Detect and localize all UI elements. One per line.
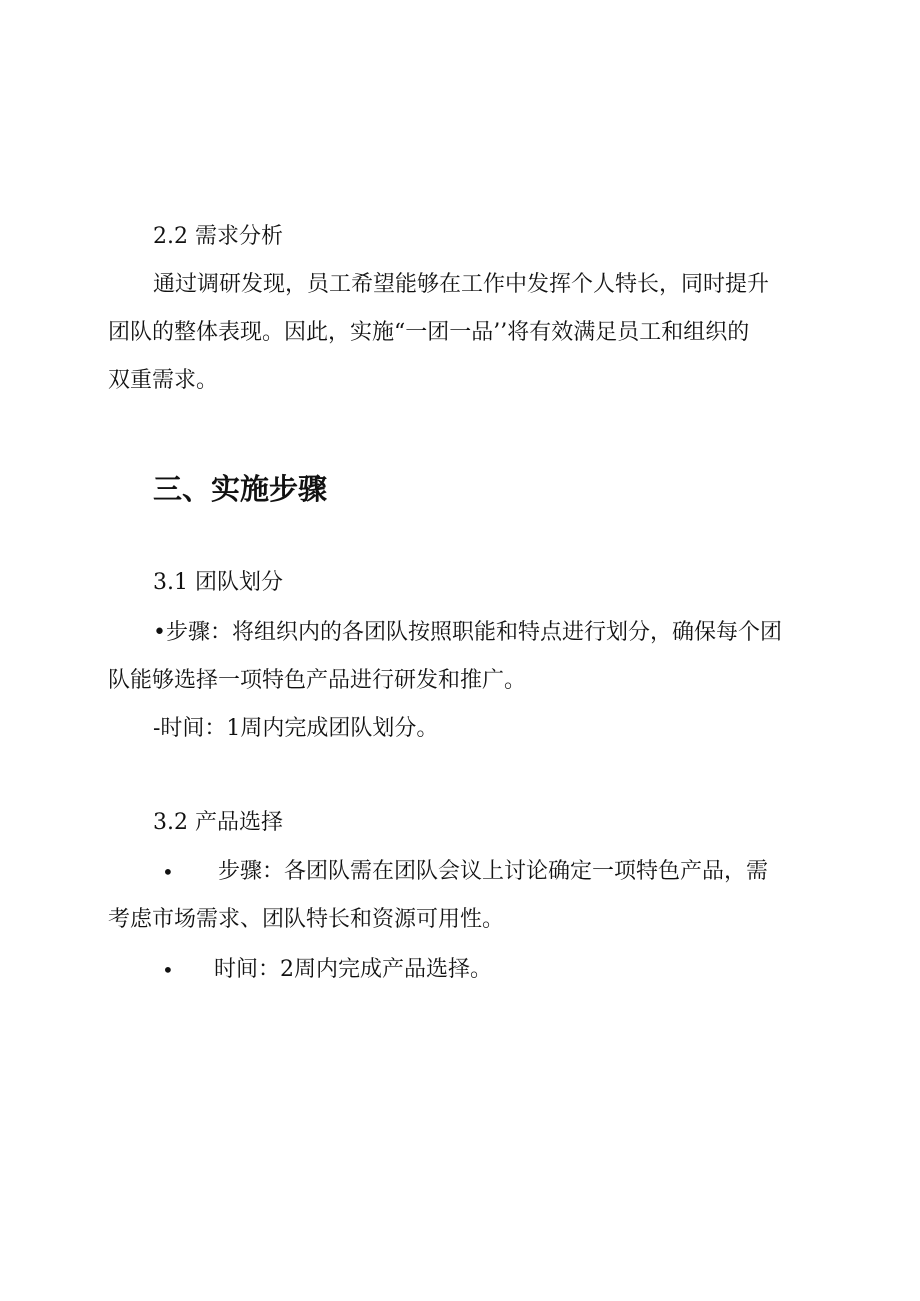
section-3-1-step-line-1: •步骤：将组织内的各团队按照职能和特点进行划分，确保每个团 (153, 620, 782, 645)
section-3-2-step-line-1: 步骤：各团队需在团队会议上讨论确定一项特色产品，需 (218, 859, 769, 884)
section-3-2-heading: 3.2 产品选择 (153, 810, 283, 835)
section-3-heading: 三、实施步骤 (153, 472, 328, 506)
section-2-2-paragraph-line-3: 双重需求。 (108, 368, 219, 393)
section-2-2-paragraph-line-2: 团队的整体表现。因此，实施“一团一品’’将有效满足员工和组织的 (108, 320, 750, 345)
section-2-2-heading: 2.2 需求分析 (153, 224, 283, 249)
section-3-2-step-line-2: 考虑市场需求、团队特长和资源可用性。 (108, 907, 505, 932)
section-2-2-paragraph-line-1: 通过调研发现，员工希望能够在工作中发挥个人特长，同时提升 (153, 272, 770, 297)
bullet-icon: • (162, 860, 174, 884)
section-3-1-time-line: -时间：1周内完成团队划分。 (153, 716, 439, 741)
section-3-1-step-line-2: 队能够选择一项特色产品进行研发和推广。 (108, 668, 527, 693)
section-3-1-heading: 3.1 团队划分 (153, 570, 283, 595)
section-3-2-time-line: 时间：2周内完成产品选择。 (214, 957, 492, 982)
bullet-icon: • (162, 958, 174, 982)
